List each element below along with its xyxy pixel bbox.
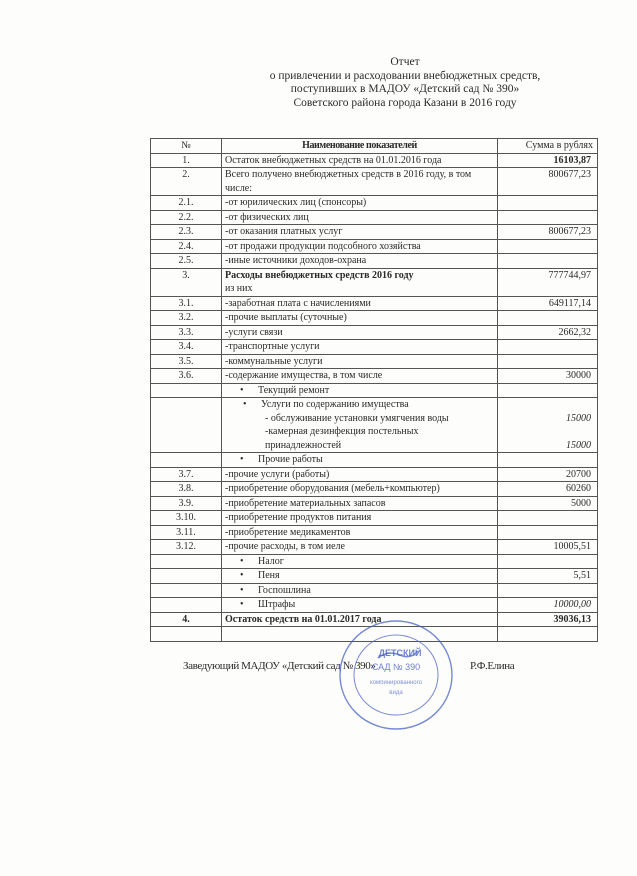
row-sum: [498, 254, 598, 269]
row-sum: 5000: [498, 496, 598, 511]
title-line-3: поступивших в МАДОУ «Детский сад № 390»: [290, 83, 520, 95]
official-stamp: [338, 618, 458, 733]
row-num: 3.4.: [151, 340, 222, 355]
table-row: [151, 340, 598, 355]
signature-position: Заведующий МАДОУ «Детский сад № 390»: [183, 660, 376, 672]
table-row: [151, 496, 598, 511]
svg-text:комбинированного: комбинированного: [369, 680, 423, 686]
row-name: -услуги связи: [222, 325, 498, 340]
table-row: [151, 296, 598, 311]
table-row: [151, 511, 598, 526]
row-sum: 30000: [498, 369, 598, 384]
table-row: [151, 254, 598, 269]
row-sum: [498, 196, 598, 211]
table-row: [151, 583, 598, 598]
row-num: 3.5.: [151, 354, 222, 369]
row-num: 3.12.: [151, 540, 222, 555]
row-num: 2.1.: [151, 196, 222, 211]
row-num: 2.5.: [151, 254, 222, 269]
bullet-item: • Штрафы: [222, 598, 498, 613]
table-row: [151, 369, 598, 384]
svg-text:ДЕТСКИЙ: ДЕТСКИЙ: [378, 648, 422, 658]
row-sum: 800677,23: [498, 168, 598, 196]
row-num: 1.: [151, 153, 222, 168]
row-num: 2.3.: [151, 225, 222, 240]
sub-sum: 15000: [566, 439, 591, 451]
row-sum: [498, 239, 598, 254]
row-name: -приобретение медикаментов: [222, 525, 498, 540]
row-sum: 20700: [498, 467, 598, 482]
row-num: 3.9.: [151, 496, 222, 511]
table-row: [151, 540, 598, 555]
row-sum: 10005,51: [498, 540, 598, 555]
table-row: [151, 268, 598, 296]
bullet-item: • Госпошлина: [222, 583, 498, 598]
table-row: [151, 598, 598, 613]
table-row: [151, 569, 598, 584]
row-num: 3.6.: [151, 369, 222, 384]
row-name: -содержание имущества, в том числе: [222, 369, 498, 384]
table-row: [151, 239, 598, 254]
row-num: 3.1.: [151, 296, 222, 311]
row-sum: [498, 210, 598, 225]
row-num: 2.4.: [151, 239, 222, 254]
row-num: 3.10.: [151, 511, 222, 526]
row-num: 3.7.: [151, 467, 222, 482]
table-row: [151, 210, 598, 225]
row-sum: 39036,13: [498, 612, 598, 627]
table-row: [151, 325, 598, 340]
table-row: [151, 482, 598, 497]
row-name: Остаток внебюджетных средств на 01.01.2016 года: [222, 153, 498, 168]
header-sum: Сумма в рублях: [498, 139, 598, 154]
row-sum: 2662,32: [498, 325, 598, 340]
row-name: -от продажи продукции подсобного хозяйства: [222, 239, 498, 254]
report-table: [150, 138, 598, 642]
row-name-sub: из них: [225, 283, 253, 294]
signature-name: Р.Ф.Елина: [470, 660, 515, 672]
row-name: -прочие выплаты (суточные): [222, 311, 498, 326]
row-name: -транспортные услуги: [222, 340, 498, 355]
table-row: [151, 225, 598, 240]
row-sum: [498, 340, 598, 355]
bullet-item: • Налог: [222, 554, 498, 569]
row-name: -от оказания платных услуг: [222, 225, 498, 240]
header-num: №: [151, 139, 222, 154]
table-row: [151, 383, 598, 398]
header-name: Наименование показателей: [222, 139, 498, 154]
row-sum: 16103,87: [498, 153, 598, 168]
row-sum: 649117,14: [498, 296, 598, 311]
document-title: [230, 56, 580, 110]
table-header: [151, 139, 598, 154]
row-name: -от юрилических лиц (спонсоры): [222, 196, 498, 211]
sub-item: - обслуживание установки умягчения воды: [265, 412, 449, 424]
title-line-1: Отчет: [390, 56, 420, 68]
table-row: [151, 525, 598, 540]
svg-text:САД № 390: САД № 390: [371, 662, 421, 672]
table-row: [151, 311, 598, 326]
table-row: [151, 398, 598, 453]
row-num: 3.: [151, 268, 222, 296]
row-sum: 777744,97: [498, 268, 598, 296]
row-sum: 5,51: [498, 569, 598, 584]
row-name: Остаток средств на 01.01.2017 года: [222, 612, 498, 627]
row-name: -от физических лиц: [222, 210, 498, 225]
row-name: -заработная плата с начислениями: [222, 296, 498, 311]
svg-text:вида: вида: [389, 690, 403, 696]
row-name: [222, 398, 498, 453]
row-num: 2.2.: [151, 210, 222, 225]
bullet-item: • Текущий ремонт: [222, 383, 498, 398]
row-sum: [498, 511, 598, 526]
row-sum: [498, 311, 598, 326]
row-name: -коммунальные услуги: [222, 354, 498, 369]
sub-sum: 15000: [566, 412, 591, 424]
table-row: [151, 354, 598, 369]
sub-item: -камерная дезинфекция постельных принадлежностей: [265, 426, 419, 451]
table-row: [151, 453, 598, 468]
row-name: -прочие расходы, в том иеле: [222, 540, 498, 555]
row-name: -приобретение продуктов питания: [222, 511, 498, 526]
row-sum: 60260: [498, 482, 598, 497]
row-num: 4.: [151, 612, 222, 627]
bullet-item: • Прочие работы: [222, 453, 498, 468]
row-num: 3.11.: [151, 525, 222, 540]
row-sum: [498, 525, 598, 540]
row-name: -приобретение оборудования (мебель+компьютер): [222, 482, 498, 497]
row-sum: [498, 354, 598, 369]
table-row: [151, 196, 598, 211]
table-row: [151, 467, 598, 482]
row-name: [222, 268, 498, 296]
row-sum: 800677,23: [498, 225, 598, 240]
table-row: [151, 153, 598, 168]
row-num: 3.8.: [151, 482, 222, 497]
row-name: -приобретение материальных запасов: [222, 496, 498, 511]
row-num: 2.: [151, 168, 222, 196]
row-sum: 10000,00: [498, 598, 598, 613]
row-name-main: Расходы внебюджетных средств 2016 году: [225, 269, 414, 281]
row-name: -прочие услуги (работы): [222, 467, 498, 482]
bullet-item: • Пеня: [222, 569, 498, 584]
row-name: -иные источники доходов-охрана: [222, 254, 498, 269]
title-line-4: Советского района города Казани в 2016 году: [293, 96, 517, 109]
row-name: Всего получено внебюджетных средств в 2016 году, в том числе:: [222, 168, 498, 196]
row-num: 3.2.: [151, 311, 222, 326]
table-row: [151, 554, 598, 569]
bullet-item: • Услуги по содержанию имущества: [225, 398, 494, 412]
row-num: 3.3.: [151, 325, 222, 340]
title-line-2: о привлечении и расходовании внебюджетных средств,: [269, 69, 541, 82]
table-row: [151, 168, 598, 196]
